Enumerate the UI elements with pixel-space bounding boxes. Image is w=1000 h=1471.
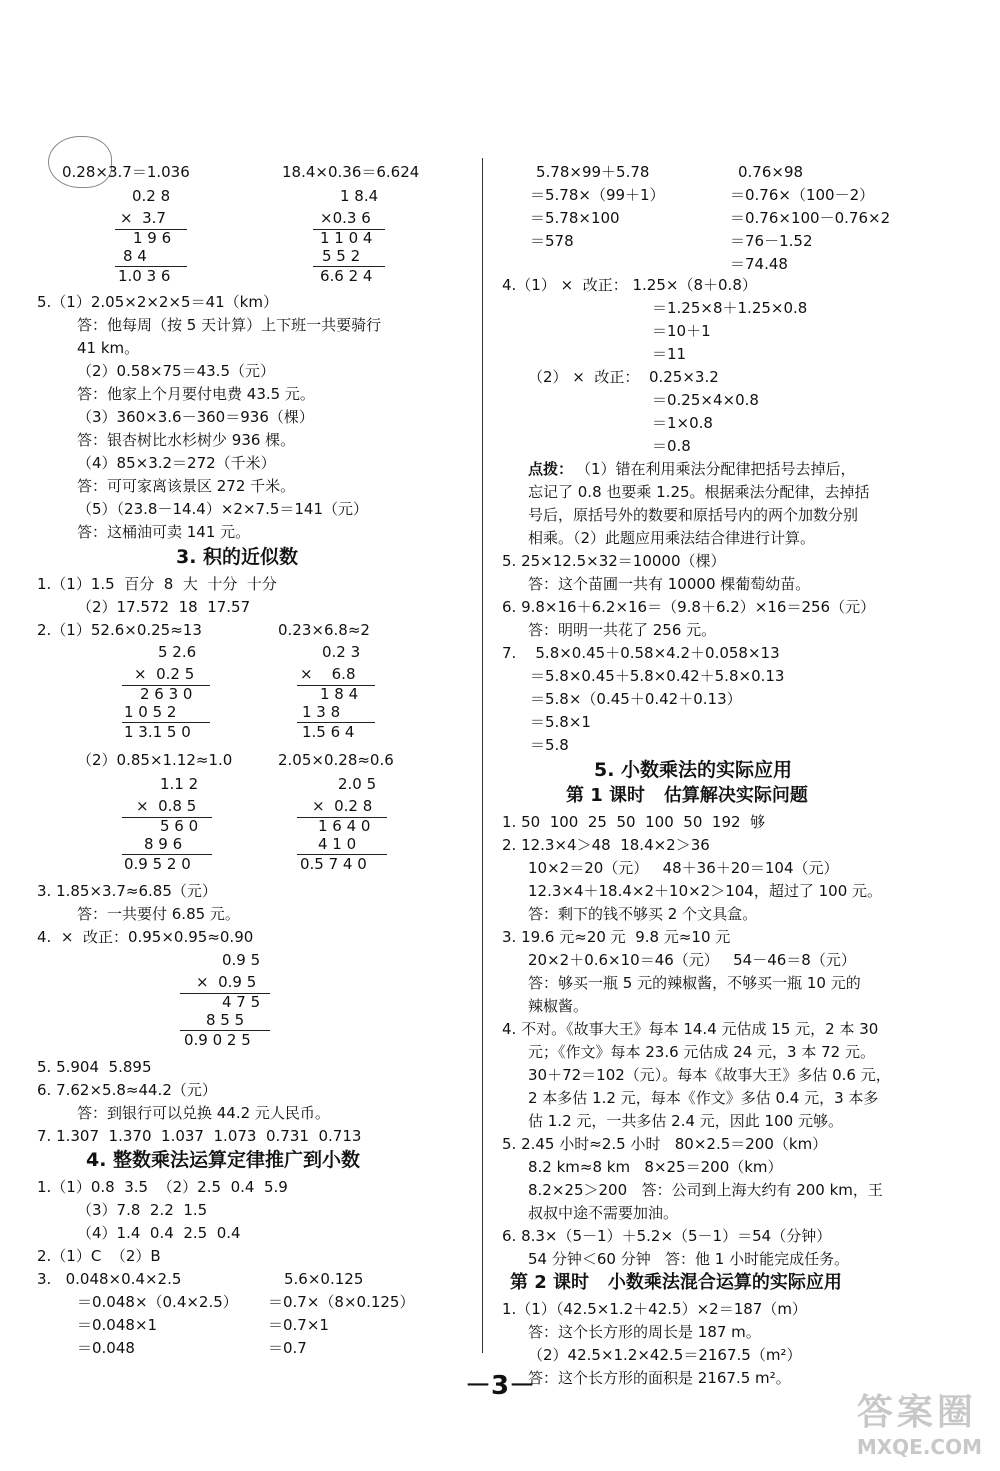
vertical-calc: 1.5 6 4 — [302, 723, 355, 741]
vertical-calc: 2 6 3 0 — [140, 685, 193, 703]
watermark — [857, 1384, 982, 1459]
answer-line: 答：够买一瓶 5 元的辣椒酱，不够买一瓶 10 元的 — [528, 974, 861, 992]
answer-line: 答：这个长方形的面积是 2167.5 m²。 — [528, 1369, 791, 1387]
answer-line: 答：到银行可以兑换 44.2 元人民币。 — [77, 1104, 330, 1122]
watermark-url: MXQE.COM — [856, 1435, 982, 1459]
vertical-calc: 5 2.6 — [158, 643, 197, 661]
answer-line: 41 km。 — [77, 339, 140, 357]
section-title: 4. 整数乘法运算定律推广到小数 — [86, 1149, 361, 1171]
answer-line: （4）85×3.2＝272（千米） — [77, 454, 276, 472]
answer-line: 5. 2.45 小时≈2.5 小时 80×2.5＝200（km） — [502, 1135, 828, 1153]
calc-line: 0.28×3.7＝1.036 — [62, 163, 190, 181]
answer-line: 2 本多估 1.2 元，每本《作文》多估 0.4 元，3 本多 — [528, 1089, 879, 1107]
vertical-calc: 1 3.1 5 0 — [124, 723, 191, 741]
answer-line: 6. 8.3×（5－1）＋5.2×（5－1）＝54（分钟） — [502, 1227, 832, 1245]
vertical-calc: 4 7 5 — [222, 993, 261, 1011]
vertical-calc: 0.9 5 2 0 — [124, 855, 191, 873]
vertical-calc: 1.0 3 6 — [118, 267, 171, 285]
column-divider — [482, 158, 483, 1353]
calc-line: ＝0.76×100－0.76×2 — [730, 209, 891, 227]
answer-line: 0.23×6.8≈2 — [278, 621, 370, 639]
answer-line: 20×2＋0.6×10＝46（元） 54－46＝8（元） — [528, 951, 856, 969]
vertical-calc: 1 6 4 0 — [318, 817, 371, 835]
answer-line: （3）360×3.6－360＝936（棵） — [77, 408, 314, 426]
answer-line: 答：剩下的钱不够买 2 个文具盒。 — [528, 905, 758, 923]
hint-text: 号后，原括号外的数要和原括号内的两个加数分别 — [528, 506, 859, 524]
vertical-calc: × 0.2 8 — [312, 797, 373, 815]
lesson-title: 第 1 课时 估算解决实际问题 — [566, 785, 808, 806]
answer-line: 8.2 km≈8 km 8×25＝200（km） — [528, 1158, 783, 1176]
vertical-calc: 8 5 5 — [206, 1011, 245, 1029]
answer-line: 1.（1）（42.5×1.2＋42.5）×2＝187（m） — [502, 1300, 807, 1318]
answer-line: 6. 7.62×5.8≈44.2（元） — [37, 1081, 217, 1099]
hint-text: 忘记了 0.8 也要乘 1.25。根据乘法分配律，去掉括 — [528, 483, 870, 501]
section-title: 3. 积的近似数 — [176, 546, 299, 568]
vertical-calc: × 6.8 — [300, 665, 356, 683]
answer-line: 3. 19.6 元≈20 元 9.8 元≈10 元 — [502, 928, 731, 946]
answer-line: ＝0.048 — [77, 1339, 135, 1357]
answer-line: 1.（1）1.5 百分 8 大 十分 十分 — [37, 575, 277, 593]
vertical-calc: × 3.7 — [120, 209, 166, 227]
vertical-calc: ×0.3 6 — [320, 209, 371, 227]
answer-line: 30＋72＝102（元）。每本《故事大王》多估 0.6 元， — [528, 1066, 891, 1084]
answer-line: ＝1.25×8＋1.25×0.8 — [652, 299, 808, 317]
vertical-calc: 1 1 0 4 — [320, 229, 373, 247]
vertical-calc: 1 8.4 — [340, 187, 379, 205]
vertical-calc: × 0.8 5 — [136, 797, 197, 815]
answer-line: 答：这个长方形的周长是 187 m。 — [528, 1323, 761, 1341]
vertical-calc: 1 3 8 — [302, 703, 341, 721]
answer-line: 3. 1.85×3.7≈6.85（元） — [37, 882, 217, 900]
answer-line: ＝0.048×1 — [77, 1316, 158, 1334]
calc-line: 0.76×98 — [738, 163, 804, 181]
answer-line: 2.（1）52.6×0.25≈13 — [37, 621, 202, 639]
answer-line: 2.（1）C （2）B — [37, 1247, 161, 1265]
answer-line: ＝5.8 — [530, 736, 569, 754]
vertical-calc: 0.9 5 — [222, 951, 261, 969]
answer-line: 7. 1.307 1.370 1.037 1.073 0.731 0.713 — [37, 1127, 362, 1145]
answer-line: ＝0.8 — [652, 437, 691, 455]
answer-line: （2）0.85×1.12≈1.0 — [77, 751, 233, 769]
answer-line: 1.（1）0.8 3.5 （2）2.5 0.4 5.9 — [37, 1178, 288, 1196]
answer-line: 6. 9.8×16＋6.2×16＝（9.8＋6.2）×16＝256（元） — [502, 598, 876, 616]
answer-line: ＝5.8×0.45＋5.8×0.42＋5.8×0.13 — [530, 667, 785, 685]
answer-line: （2） × 改正： 0.25×3.2 — [528, 368, 719, 386]
answer-line: ＝5.8×1 — [530, 713, 591, 731]
vertical-calc: 5 5 2 — [322, 247, 361, 265]
answer-line: 估 1.2 元，一共多估 2.4 元，因此 100 元够。 — [528, 1112, 843, 1130]
answer-line: 答：一共要付 6.85 元。 — [77, 905, 240, 923]
answer-line: 1. 50 100 25 50 100 50 192 够 — [502, 813, 766, 831]
answer-line: 8.2×25＞200 答：公司到上海大约有 200 km，王 — [528, 1181, 883, 1199]
vertical-calc: 6.6 2 4 — [320, 267, 373, 285]
vertical-calc: 5 6 0 — [160, 817, 199, 835]
vertical-calc: 8 9 6 — [144, 835, 183, 853]
answer-line: ＝11 — [652, 345, 687, 363]
answer-line: （2）42.5×1.2×42.5＝2167.5（m²） — [528, 1346, 802, 1364]
vertical-calc: × 0.2 5 — [134, 665, 195, 683]
answer-line: 12.3×4＋18.4×2＋10×2＞104，超过了 100 元。 — [528, 882, 883, 900]
answer-line: 2. 12.3×4＞48 18.4×2＞36 — [502, 836, 710, 854]
answer-line: （3）7.8 2.2 1.5 — [77, 1201, 208, 1219]
answer-line: 4. × 改正：0.95×0.95≈0.90 — [37, 928, 254, 946]
answer-line: 5.6×0.125 — [284, 1270, 364, 1288]
answer-line: 答：银杏树比水杉树少 936 棵。 — [77, 431, 296, 449]
section-title: 5. 小数乘法的实际应用 — [594, 759, 793, 781]
vertical-calc: × 0.9 5 — [196, 973, 257, 991]
page-number: －3－ — [464, 1371, 536, 1401]
vertical-calc: 4 1 0 — [318, 835, 357, 853]
answer-line: ＝0.7×（8×0.125） — [268, 1293, 415, 1311]
answer-line: ＝5.8×（0.45＋0.42＋0.13） — [530, 690, 742, 708]
answer-line: 元；《作文》每本 23.6 元估成 24 元，3 本 72 元。 — [528, 1043, 875, 1061]
hint-label: 点拨： — [528, 460, 574, 478]
answer-line: 4. 不对。《故事大王》每本 14.4 元估成 15 元，2 本 30 — [502, 1020, 879, 1038]
answer-line: 答：可可家离该景区 272 千米。 — [77, 477, 296, 495]
watermark-logo: 答案圈 — [856, 1392, 977, 1433]
calc-line: ＝5.78×（99＋1） — [530, 186, 665, 204]
answer-line: 辣椒酱。 — [528, 997, 589, 1015]
calc-line: ＝74.48 — [730, 255, 788, 273]
answer-line: ＝0.7 — [268, 1339, 307, 1357]
lesson-title: 第 2 课时 小数乘法混合运算的实际应用 — [510, 1272, 842, 1293]
answer-line: ＝0.25×4×0.8 — [652, 391, 759, 409]
vertical-calc: 1 9 6 — [133, 229, 172, 247]
answer-line: （2）17.572 18 17.57 — [77, 598, 251, 616]
answer-line: ＝1×0.8 — [652, 414, 713, 432]
answer-line: 答：他家上个月要付电费 43.5 元。 — [77, 385, 315, 403]
answer-line: 5. 5.904 5.895 — [37, 1058, 152, 1076]
calc-line: ＝76－1.52 — [730, 232, 813, 250]
answer-line: ＝0.7×1 — [268, 1316, 329, 1334]
answer-line: 答：明明一共花了 256 元。 — [528, 621, 717, 639]
answer-line: 5. 25×12.5×32＝10000（棵） — [502, 552, 726, 570]
answer-line: （2）0.58×75＝43.5（元） — [77, 362, 275, 380]
answer-line: ＝0.048×（0.4×2.5） — [77, 1293, 238, 1311]
vertical-calc: 1 8 4 — [320, 685, 359, 703]
calc-line: ＝5.78×100 — [530, 209, 620, 227]
calc-line: 5.78×99＋5.78 — [536, 163, 650, 181]
answer-line: 10×2＝20（元） 48＋36＋20＝104（元） — [528, 859, 839, 877]
vertical-calc: 1 0 5 2 — [124, 703, 177, 721]
vertical-calc: 1.1 2 — [160, 775, 199, 793]
hint-text: （1）错在利用乘法分配律把括号去掉后， — [576, 460, 856, 478]
answer-line: ＝10＋1 — [652, 322, 711, 340]
calc-line: ＝578 — [530, 232, 574, 250]
answer-line: （5）（23.8－14.4）×2×7.5＝141（元） — [77, 500, 369, 518]
answer-line: 答：这个苗圃一共有 10000 棵葡萄幼苗。 — [528, 575, 811, 593]
answer-line: 5.（1）2.05×2×2×5＝41（km） — [37, 293, 278, 311]
answer-line: 4.（1） × 改正： 1.25×（8＋0.8） — [502, 276, 757, 294]
answer-line: 2.05×0.28≈0.6 — [278, 751, 394, 769]
vertical-calc: 0.2 3 — [322, 643, 361, 661]
vertical-calc: 2.0 5 — [338, 775, 377, 793]
answer-line: （4）1.4 0.4 2.5 0.4 — [77, 1224, 241, 1242]
calc-line: ＝0.76×（100－2） — [730, 186, 875, 204]
calc-line: 18.4×0.36＝6.624 — [282, 163, 420, 181]
answer-line: 54 分钟＜60 分钟 答：他 1 小时能完成任务。 — [528, 1250, 850, 1268]
vertical-calc: 8 4 — [123, 247, 147, 265]
vertical-calc: 0.9 0 2 5 — [184, 1031, 251, 1049]
answer-line: 答：这桶油可卖 141 元。 — [77, 523, 251, 541]
hint-text: 相乘。（2）此题应用乘法结合律进行计算。 — [528, 529, 816, 547]
answer-line: 答：他每周（按 5 天计算）上下班一共要骑行 — [77, 316, 382, 334]
vertical-calc: 0.2 8 — [132, 187, 171, 205]
answer-line: 3. 0.048×0.4×2.5 — [37, 1270, 182, 1288]
answer-line: 叔叔中途不需要加油。 — [528, 1204, 679, 1222]
vertical-calc: 0.5 7 4 0 — [300, 855, 367, 873]
answer-line: 7. 5.8×0.45＋0.58×4.2＋0.058×13 — [502, 644, 780, 662]
